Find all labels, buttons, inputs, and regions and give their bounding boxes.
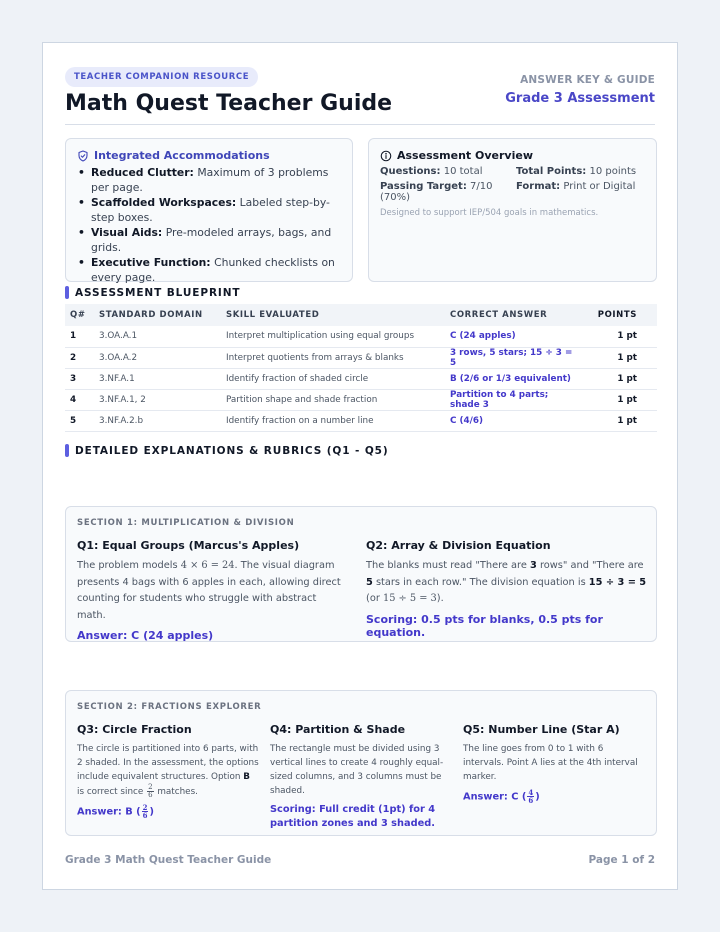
document-page bbox=[42, 42, 678, 890]
fraction: $\frac{2}{6}$ bbox=[148, 783, 153, 799]
q3-explanation: The circle is partitioned into 6 parts, with 2 shaded. In the assessment, the options include equivalent structures. Option B is correct since $\frac{2}{6}$ matches. bbox=[77, 744, 259, 799]
list-item: • Visual Aids: Pre-modeled arrays, bags, and grids. bbox=[77, 226, 341, 255]
q5-block bbox=[463, 723, 647, 805]
footer-title: Grade 3 Math Quest Teacher Guide bbox=[65, 854, 272, 866]
q3-answer: Answer: B ( $\frac{2}{6}$ ) bbox=[77, 803, 154, 820]
overview-header bbox=[380, 149, 645, 162]
table-row: 2 3.OA.A.2 Interpret quotients from arrays & blanks 3 rows, 5 stars; 15 ÷ 3 = 5 1 pt bbox=[65, 347, 657, 368]
passing-stat: Passing Target: 7/10 (70%) bbox=[380, 181, 493, 203]
table-row: 1 3.OA.A.1 Interpret multiplication using equal groups C (24 apples) 1 pt bbox=[65, 326, 657, 347]
q5-answer: Answer: C ( $\frac{4}{6}$ ) bbox=[463, 788, 540, 805]
q1-answer: Answer: C (24 apples) bbox=[77, 629, 214, 642]
table-row: 3 3.NF.A.1 Identify fraction of shaded circle B (2/6 or 1/3 equivalent) 1 pt bbox=[65, 368, 657, 389]
page-title: Math Quest Teacher Guide bbox=[65, 91, 393, 116]
fraction: $\frac{4}{6}$ bbox=[528, 788, 534, 805]
overview-note: Designed to support IEP/504 goals in mathematics. bbox=[380, 208, 599, 218]
section-1-label: SECTION 1: MULTIPLICATION & DIVISION bbox=[77, 518, 295, 528]
column-header: POINTS bbox=[585, 304, 657, 326]
q4-scoring: Scoring: Full credit (1pt) for 4 partition zones and 3 shaded. bbox=[270, 804, 436, 829]
q4-explanation: The rectangle must be divided using 3 vertical lines to create 4 roughly equal-sized columns, and 3 columns must be shaded. bbox=[270, 744, 444, 796]
accommodations-card bbox=[65, 138, 353, 282]
column-header: Q# bbox=[65, 304, 94, 326]
info-circle-icon bbox=[380, 150, 392, 162]
points-stat: Total Points: 10 points bbox=[516, 166, 637, 177]
format-stat: Format: Print or Digital bbox=[516, 181, 636, 192]
section-2-label: SECTION 2: FRACTIONS EXPLORER bbox=[77, 702, 262, 712]
q2-block bbox=[366, 539, 648, 639]
fraction: $\frac{2}{6}$ bbox=[142, 803, 148, 820]
section-1-card bbox=[65, 506, 657, 642]
q1-block bbox=[77, 539, 347, 642]
accommodations-header bbox=[77, 149, 341, 162]
column-header: SKILL EVALUATED bbox=[221, 304, 445, 326]
column-header: CORRECT ANSWER bbox=[445, 304, 585, 326]
questions-stat: Questions: 10 total bbox=[380, 166, 483, 177]
table-row: 4 3.NF.A.1, 2 Partition shape and shade fraction Partition to 4 parts; shade 3 1 pt bbox=[65, 389, 657, 410]
page-header bbox=[65, 67, 655, 125]
q2-scoring: Scoring: 0.5 pts for blanks, 0.5 pts for equation. bbox=[366, 612, 603, 639]
overview-title: Assessment Overview bbox=[397, 149, 533, 162]
q2-explanation: The blanks must read "There are 3 rows" and "There are 5 stars in each row." The division equation is 15 ÷ 3 = 5 (or 15 ÷ 5 = 3). bbox=[366, 560, 647, 604]
list-item: • Executive Function: Chunked checklists on every page. bbox=[77, 256, 341, 285]
q2-title: Q2: Array & Division Equation bbox=[366, 539, 551, 552]
q5-explanation: The line goes from 0 to 1 with 6 intervals. Point A lies at the 4th interval marker. bbox=[463, 744, 638, 782]
table-header-row bbox=[65, 304, 657, 326]
q1-title: Q1: Equal Groups (Marcus's Apples) bbox=[77, 539, 300, 552]
heading-accent-bar bbox=[65, 286, 69, 299]
blueprint-table bbox=[65, 304, 657, 432]
overview-card bbox=[368, 138, 657, 282]
accommodations-title: Integrated Accommodations bbox=[94, 149, 270, 162]
accommodations-list bbox=[77, 166, 341, 285]
q4-block bbox=[270, 723, 454, 831]
q3-title: Q3: Circle Fraction bbox=[77, 723, 192, 736]
q5-title: Q5: Number Line (Star A) bbox=[463, 723, 620, 736]
section-2-card bbox=[65, 690, 657, 836]
shield-check-icon bbox=[77, 150, 89, 162]
explanations-heading: DETAILED EXPLANATIONS & RUBRICS (Q1 - Q5) bbox=[65, 444, 389, 457]
grade-assessment-label: Grade 3 Assessment bbox=[505, 91, 655, 106]
q4-title: Q4: Partition & Shade bbox=[270, 723, 406, 736]
heading-accent-bar bbox=[65, 444, 69, 457]
list-item: • Scaffolded Workspaces: Labeled step-by-step boxes. bbox=[77, 196, 341, 225]
blueprint-heading: ASSESSMENT BLUEPRINT bbox=[65, 286, 241, 299]
overview-stats bbox=[380, 166, 645, 203]
column-header: STANDARD DOMAIN bbox=[94, 304, 221, 326]
q3-block bbox=[77, 723, 259, 820]
q1-explanation: The problem models 4 × 6 = 24. The visual diagram presents 4 bags with 6 apples in each, allowing direct counting for students who struggle with abstract math. bbox=[77, 560, 341, 621]
resource-badge: TEACHER COMPANION RESOURCE bbox=[65, 67, 258, 87]
page-number: Page 1 of 2 bbox=[588, 854, 655, 866]
table-row: 5 3.NF.A.2.b Identify fraction on a number line C (4/6) 1 pt bbox=[65, 410, 657, 431]
list-item: • Reduced Clutter: Maximum of 3 problems per page. bbox=[77, 166, 341, 195]
answer-key-label: ANSWER KEY & GUIDE bbox=[520, 74, 655, 86]
